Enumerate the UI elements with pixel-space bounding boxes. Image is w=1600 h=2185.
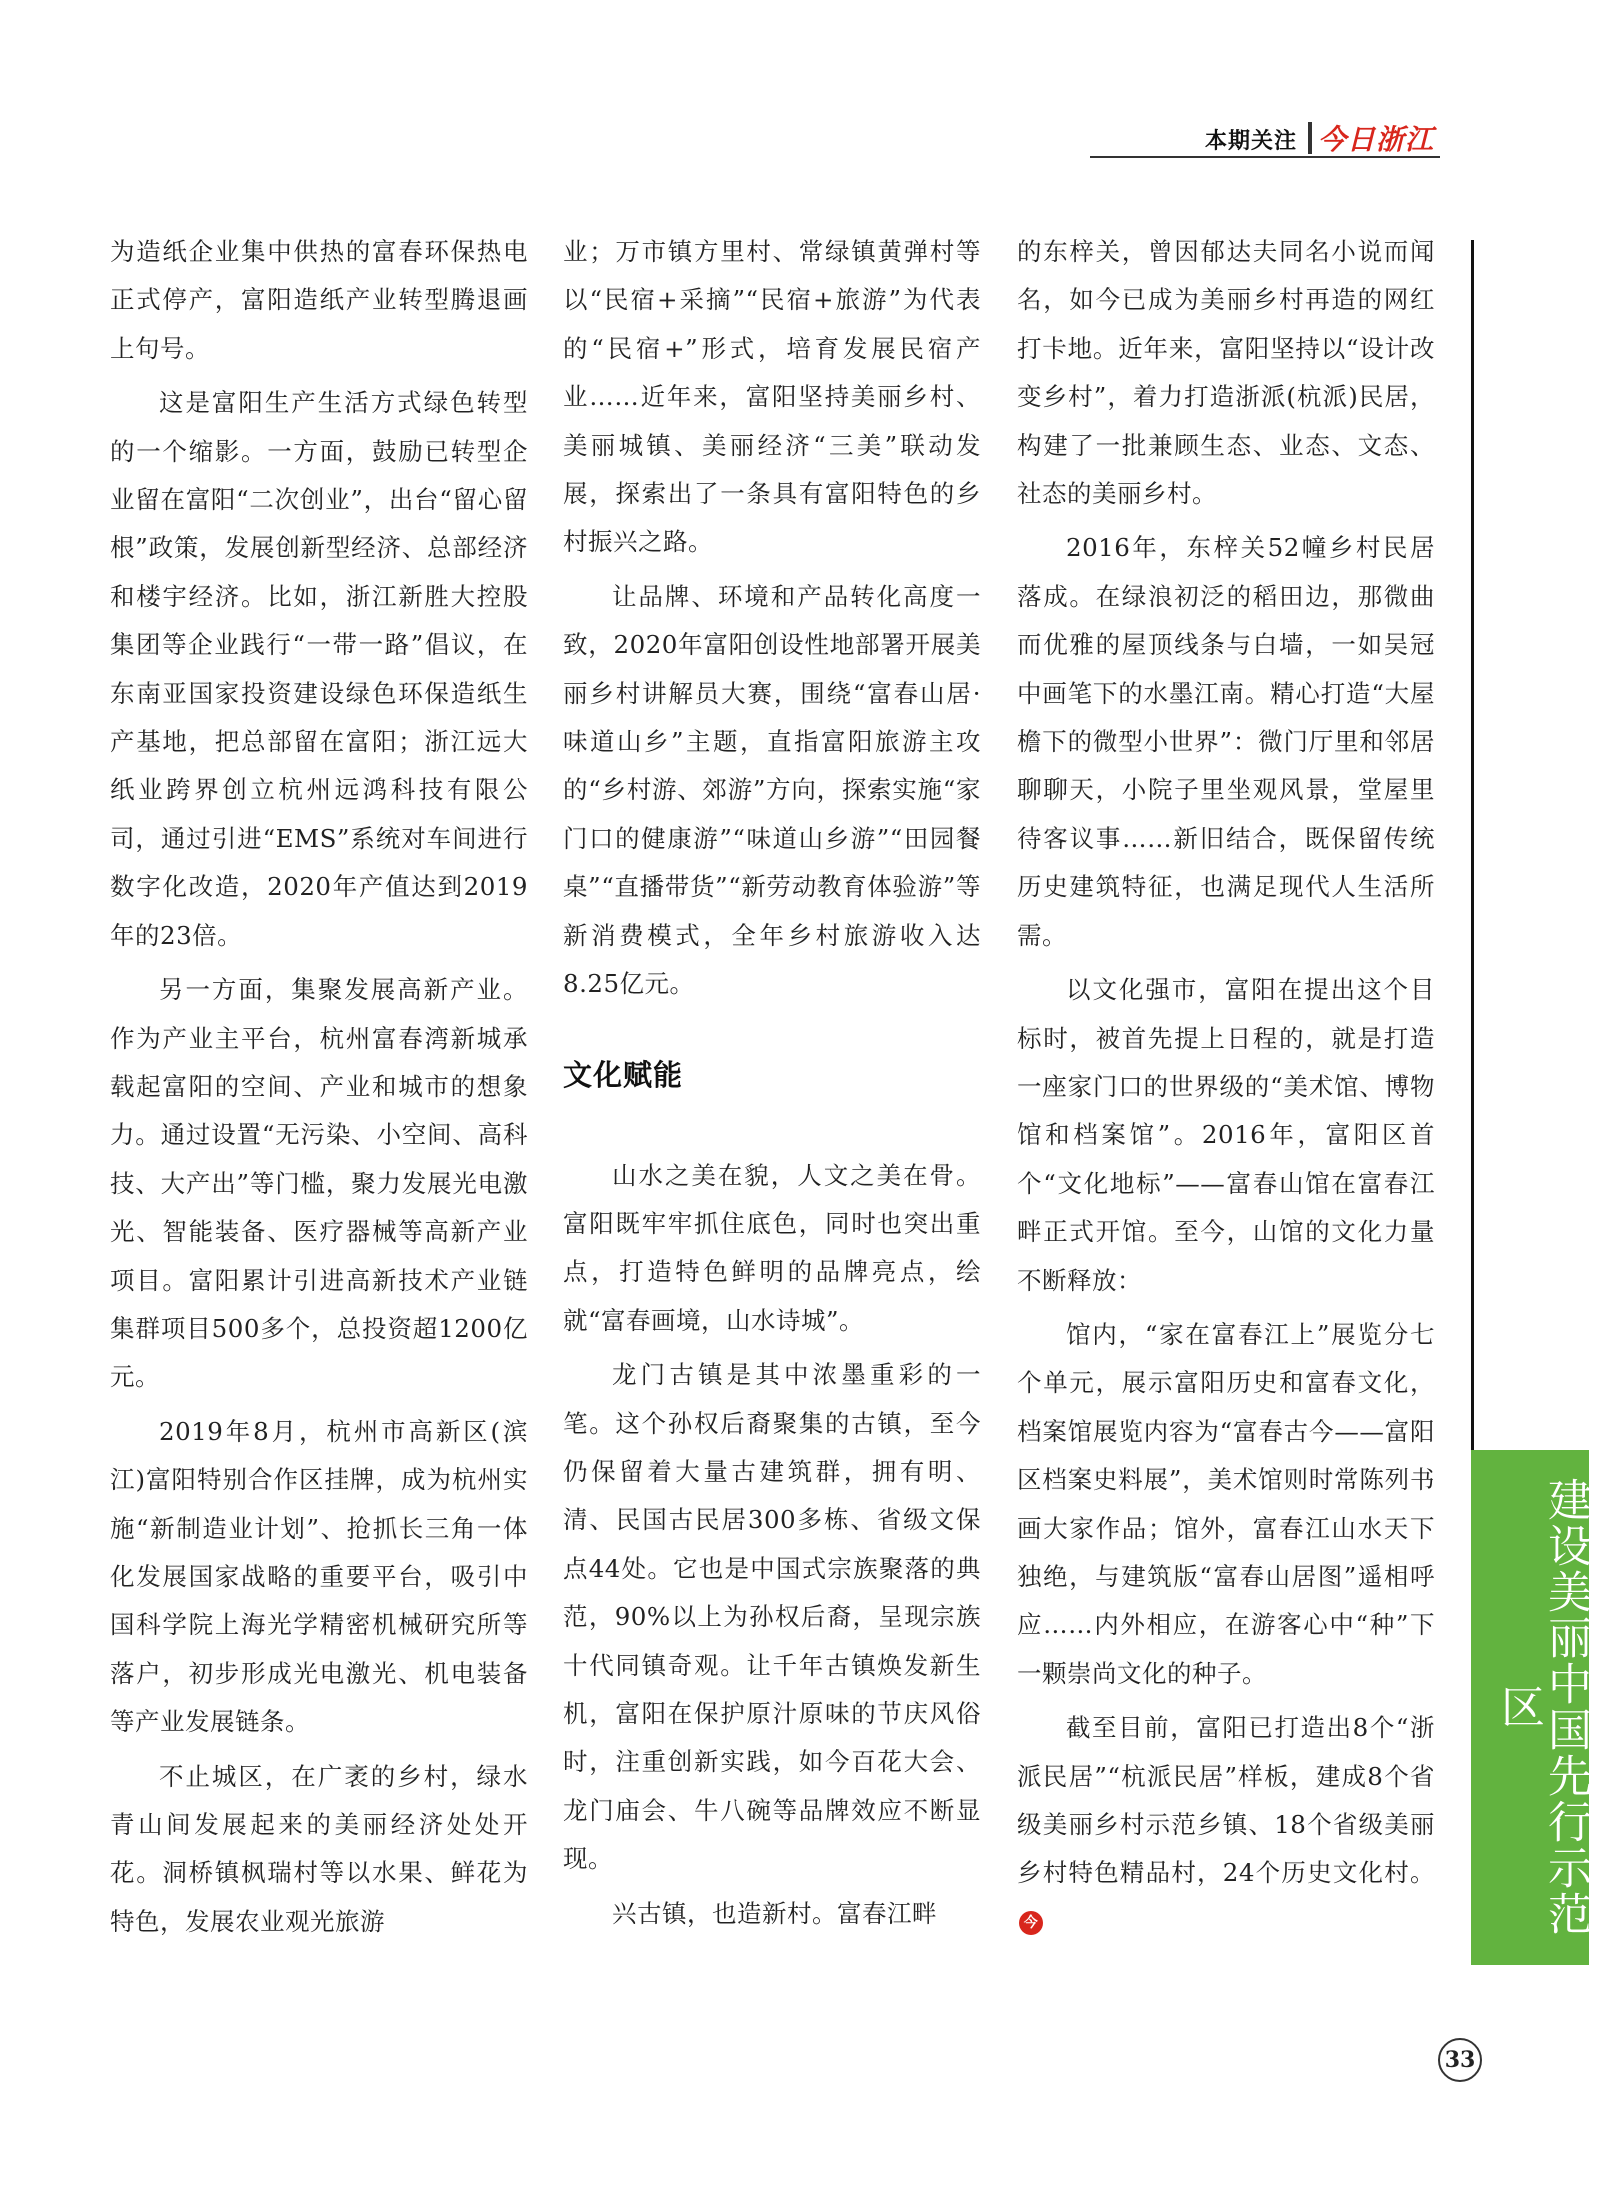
- paragraph: 的东梓关，曾因郁达夫同名小说而闻名，如今已成为美丽乡村再造的网红打卡地。近年来，富阳坚持以“设计改变乡村”，着力打造浙派(杭派)民居，构建了一批兼顾生态、业态、文态、社态的美丽乡村。: [1017, 237, 1435, 509]
- paragraph: 2016年，东梓关52幢乡村民居落成。在绿浪初泛的稻田边，那微曲而优雅的屋顶线条与白墙，一如吴冠中画笔下的水墨江南。精心打造“大屋檐下的微型小世界”：微门厅里和邻居聊聊天，小院子里坐观风景，堂屋里待客议事……新旧结合，既保留传统历史建筑特征，也满足现代人生活所需。: [1017, 533, 1435, 950]
- paragraph: 山水之美在貌，人文之美在骨。富阳既牢牢抓住底色，同时也突出重点，打造特色鲜明的品牌亮点，绘就“富春画境，山水诗城”。: [563, 1160, 981, 1335]
- paragraph: 让品牌、环境和产品转化高度一致，2020年富阳创设性地部署开展美丽乡村讲解员大赛，围绕“富春山居·味道山乡”主题，直指富阳旅游主攻的“乡村游、郊游”方向，探索实施“家门口的健康游”“味道山乡游”“田园餐桌”“直播带货”“新劳动教育体验游”等新消费模式，全年乡村旅游收入达8.25亿元。: [563, 581, 981, 999]
- paragraph: 龙门古镇是其中浓墨重彩的一笔。这个孙权后裔聚集的古镇，至今仍保留着大量古建筑群，拥有明、清、民国古民居300多栋、省级文保点44处。它也是中国式宗族聚落的典范，90%以上为孙权后裔，呈现宗族十代同镇奇观。让千年古镇焕发新生机，富阳在保护原汁原味的节庆风俗时，注重创新实践，如今百花大会、龙门庙会、牛八碗等品牌效应不断显现。: [563, 1360, 981, 1874]
- side-banner-text: 建设美丽中国先行示范区: [1493, 1477, 1591, 1937]
- paragraph: [1017, 1704, 1435, 1946]
- article-column-3: [1017, 228, 1435, 1952]
- paragraph: 不止城区，在广袤的乡村，绿水青山间发展起来的美丽经济处处开花。洞桥镇枫瑞村等以水果、鲜花为特色，发展农业观光旅游: [110, 1761, 528, 1936]
- page-number: 33: [1438, 2038, 1482, 2082]
- header-rule: [1090, 156, 1440, 158]
- paragraph: 业；万市镇方里村、常绿镇黄弹村等以“民宿+采摘”“民宿+旅游”为代表的“民宿+”形式，培育发展民宿产业……近年来，富阳坚持美丽乡村、美丽城镇、美丽经济“三美”联动发展，探索出了一条具有富阳特色的乡村振兴之路。: [563, 237, 981, 557]
- section-label: 本期关注: [1205, 129, 1298, 154]
- paragraph: 这是富阳生产生活方式绿色转型的一个缩影。一方面，鼓励已转型企业留在富阳“二次创业”，出台“留心留根”政策，发展创新型经济、总部经济和楼宇经济。比如，浙江新胜大控股集团等企业践行“一带一路”倡议，在东南亚国家投资建设绿色环保造纸生产基地，把总部留在富阳；浙江远大纸业跨界创立杭州远鸿科技有限公司，通过引进“EMS”系统对车间进行数字化改造，2020年产值达到2019年的23倍。: [110, 388, 528, 950]
- article-column-2: [563, 228, 981, 1944]
- paragraph: 为造纸企业集中供热的富春环保热电正式停产，富阳造纸产业转型腾退画上句号。: [110, 237, 528, 363]
- paragraph: 2019年8月，杭州市高新区(滨江)富阳特别合作区挂牌，成为杭州实施“新制造业计划”、抢抓长三角一体化发展国家战略的重要平台，吸引中国科学院上海光学精密机械研究所等落户，初步形成光电激光、机电装备等产业发展链条。: [110, 1416, 528, 1737]
- header-divider: [1308, 122, 1312, 154]
- page-header: [1090, 118, 1450, 158]
- article-column-1: [110, 228, 528, 1952]
- paragraph: 兴古镇，也造新村。富春江畔: [612, 1898, 937, 1928]
- side-banner: [1471, 1450, 1589, 1965]
- margin-rule: [1471, 240, 1474, 1450]
- paragraph: 另一方面，集聚发展高新产业。作为产业主平台，杭州富春湾新城承载起富阳的空间、产业和城市的想象力。通过设置“无污染、小空间、高科技、大产出”等门槛，聚力发展光电激光、智能装备、医疗器械等高新产业项目。富阳累计引进高新技术产业链集群项目500多个，总投资超1200亿元。: [110, 975, 528, 1392]
- section-heading: 文化赋能: [563, 1057, 684, 1092]
- end-mark-icon: 今: [1019, 1911, 1043, 1935]
- paragraph: 以文化强市，富阳在提出这个目标时，被首先提上日程的，就是打造一座家门口的世界级的“美术馆、博物馆和档案馆”。2016年，富阳区首个“文化地标”——富春山馆在富春江畔正式开馆。至今，山馆的文化力量不断释放：: [1017, 975, 1435, 1295]
- paragraph: 馆内，“家在富春江上”展览分七个单元，展示富阳历史和富春文化，档案馆展览内容为“富春古今——富阳区档案史料展”，美术馆则时常陈列书画大家作品；馆外，富春江山水天下独绝，与建筑版“富春山居图”遥相呼应……内外相应，在游客心中“种”下一颗崇尚文化的种子。: [1017, 1319, 1435, 1688]
- magazine-logo: 今日浙江: [1318, 123, 1435, 156]
- paragraph-text: 截至目前，富阳已打造出8个“浙派民居”“杭派民居”样板，建成8个省级美丽乡村示范乡镇、18个省级美丽乡村特色精品村，24个历史文化村。: [1017, 1713, 1435, 1888]
